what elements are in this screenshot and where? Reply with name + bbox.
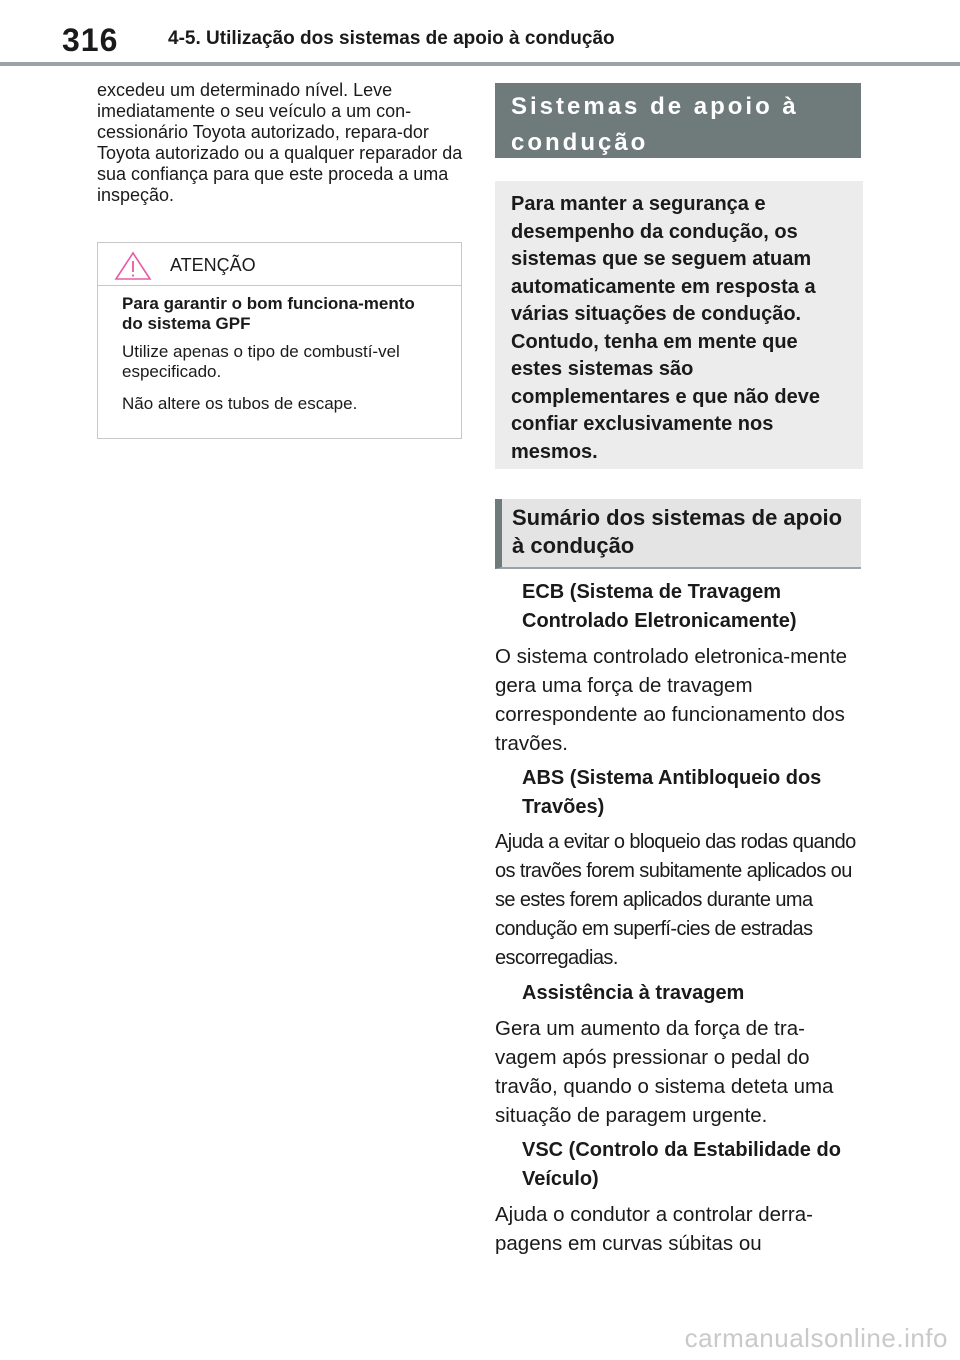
- item-text-brake-assist: Gera um aumento da força de tra-vagem após pressionar o pedal do travão, quando o sistema deteta uma situação de paragem urgente.: [495, 1017, 834, 1127]
- item-title-vsc: VSC (Controlo da Estabilidade do Veículo): [522, 1139, 841, 1190]
- warning-box: [97, 242, 462, 439]
- item-text-abs: Ajuda a evitar o bloqueio das rodas quando os travões forem subitamente aplicados ou se estes forem aplicados durante uma condução em superfí-cies de estradas escorregadias.: [495, 831, 856, 969]
- item-text-ecb: O sistema controlado eletronica-mente gera uma força de travagem correspondente ao funcionamento dos travões.: [495, 645, 848, 755]
- item-title-abs: ABS (Sistema Antibloqueio dos Travões): [522, 767, 822, 818]
- item-title-brake-assist: Assistência à travagem: [522, 982, 745, 1004]
- warning-body: [98, 286, 461, 414]
- item-text-vsc: Ajuda o condutor a controlar derra-pagens em curvas súbitas ou: [495, 1203, 813, 1255]
- item-title-ecb: ECB (Sistema de Travagem Controlado Eletronicamente): [522, 581, 797, 632]
- intro-paragraph: excedeu um determinado nível. Leve imediatamente o seu veículo a um con-cessionário Toyota autorizado, repara-dor Toyota autorizado ou a qualquer reparador da sua confiança para que este proceda a uma inspeção.: [97, 80, 463, 205]
- page-header: [0, 0, 960, 70]
- page-number: 316: [62, 22, 119, 58]
- chapter-title: 4-5. Utilização dos sistemas de apoio à condução: [168, 28, 615, 49]
- warning-triangle-icon: [114, 251, 152, 281]
- section-title: Sistemas de apoio à condução: [495, 83, 861, 158]
- warning-title: ATENÇÃO: [170, 255, 256, 275]
- warning-paragraph: Não altere os tubos de escape.: [122, 394, 358, 413]
- warning-header: [98, 243, 461, 286]
- summary-box: Para manter a segurança e desempenho da condução, os sistemas que se seguem atuam automaticamente em resposta a várias situações de condução. Contudo, tenha em mente que estes sistemas são complementares e que não deve confiar exclusivamente nos mesmos.: [495, 181, 863, 469]
- subsection-title: Sumário dos sistemas de apoio à condução: [495, 499, 861, 569]
- systems-list: [495, 578, 865, 1264]
- header-divider: [0, 62, 960, 66]
- warning-heading: Para garantir o bom funciona-mento do sistema GPF: [122, 294, 415, 333]
- warning-paragraph: Utilize apenas o tipo de combustí-vel especificado.: [122, 342, 400, 381]
- watermark: carmanualsonline.info: [684, 1323, 948, 1353]
